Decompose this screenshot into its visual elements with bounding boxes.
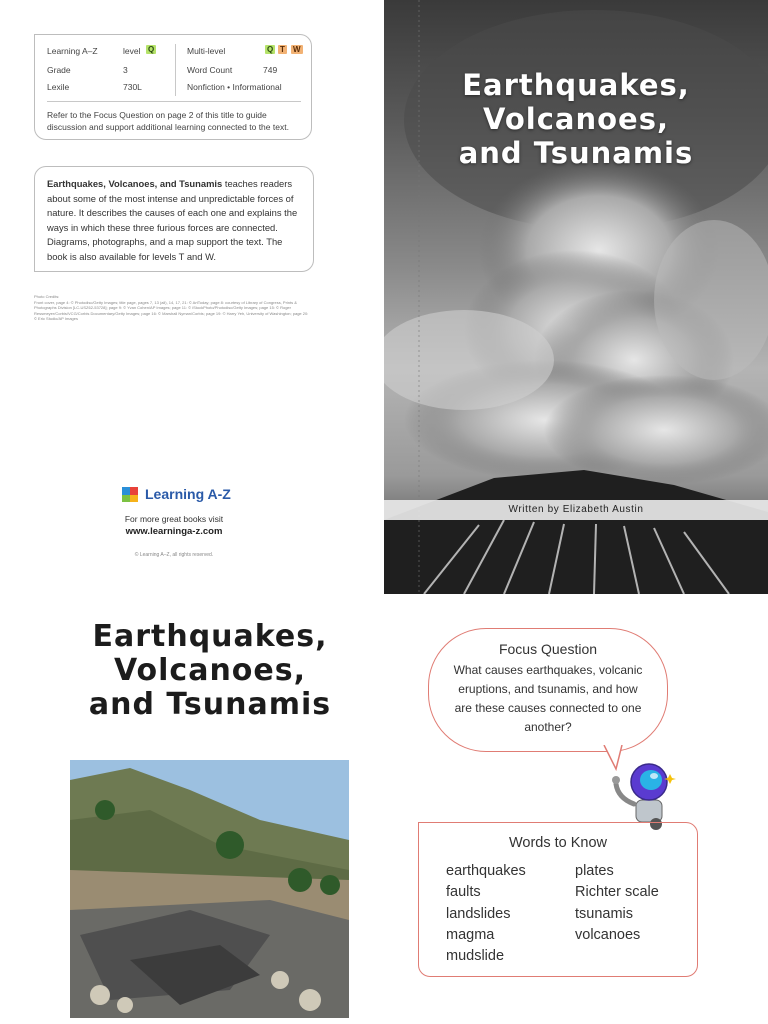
book-description — [34, 166, 314, 272]
focus-question-heading: Focus Question — [498, 641, 598, 657]
words-to-know-box — [418, 822, 698, 977]
info-label-lexile: Lexile — [47, 82, 70, 92]
focus-note: Refer to the Focus Question on page 2 of this title to guide discussion and support additional learning connected to the text. — [47, 110, 289, 132]
vocab-word: magma — [446, 926, 495, 943]
description-title: Earthquakes, Volcanoes, and Tsunamis — [47, 178, 223, 189]
info-genre: Nonfiction • Informational — [187, 82, 282, 92]
robot-mascot-icon — [604, 758, 680, 830]
learning-az-logo-icon — [122, 485, 140, 503]
description-text: teaches readers about some of the most intense and unpredictable forces of nature. It describes the causes of each one and explains the ways in which these three furious forces are connected. Diagrams, photographs, and a map support the text. The book is also available for levels T and W. — [47, 178, 298, 262]
cover-title-line: Volcanoes, — [483, 102, 669, 136]
vocab-word: volcanoes — [575, 926, 641, 943]
vocab-word: mudslide — [446, 948, 505, 965]
page-title-line: Earthquakes, — [92, 619, 328, 654]
info-label-grade: Grade — [47, 65, 71, 75]
cover-title-line: Earthquakes, — [462, 68, 690, 102]
earthquake-damage-photo — [70, 760, 349, 1018]
vocab-word: plates — [575, 863, 614, 879]
copyright-text: © Learning A–Z, all rights reserved. — [134, 552, 214, 558]
info-wordcount-value: 749 — [263, 65, 278, 75]
vocab-word: landslides — [446, 905, 511, 922]
website-link[interactable]: www.learninga-z.com — [125, 526, 223, 537]
book-cover — [384, 0, 768, 594]
author-byline: Written by Elizabeth Austin — [384, 500, 768, 520]
info-divider-vertical — [175, 44, 176, 96]
cover-title-line: and Tsunamis — [458, 136, 694, 170]
multilevel-badge-t: T — [280, 45, 285, 54]
info-grade-value: 3 — [123, 65, 128, 75]
multilevel-badge-w: W — [293, 45, 301, 54]
more-books-text: For more great books visit — [124, 514, 224, 524]
info-label-wordcount: Word Count — [187, 65, 233, 75]
info-level-label: level — [123, 46, 141, 56]
focus-question-text: What causes earthquakes, volcanic eruptions, and tsunamis, and how are these causes connected to one another? — [453, 663, 643, 734]
learning-az-logo-text: Learning A-Z — [145, 486, 231, 502]
info-label-laz: Learning A–Z — [47, 46, 98, 56]
photo-credits — [34, 294, 312, 322]
level-badge: Q — [148, 45, 155, 54]
book-info-panel — [34, 34, 312, 140]
cover-title — [384, 68, 768, 170]
page-title-line: and Tsunamis — [88, 687, 332, 722]
info-lexile-value: 730L — [123, 82, 142, 92]
vocab-word: earthquakes — [446, 863, 526, 879]
vocab-word: faults — [446, 884, 481, 901]
words-to-know-heading: Words to Know — [508, 835, 608, 851]
info-divider-horizontal — [47, 101, 301, 102]
page-title — [40, 620, 380, 722]
page-title-line: Volcanoes, — [113, 653, 307, 688]
photo-credits-heading: Photo Credits: — [34, 294, 60, 299]
words-column-left — [446, 861, 526, 967]
vocab-word: tsunamis — [575, 905, 634, 922]
vocab-word: Richter scale — [575, 884, 659, 901]
info-label-multilevel: Multi-level — [187, 46, 226, 56]
multilevel-badge-q: Q — [267, 45, 274, 54]
focus-question-bubble — [428, 628, 668, 752]
words-column-right — [575, 861, 659, 946]
photo-credits-text: Front cover, page 4: © Photodisc/Getty Images; title page, pages 7, 13 (all), 14, 17, 21: © ArtToday; page 8: courtesy of Library of Congress, Prints & Photographs Division [LC-USZ62-53728]; page 9: © Yvan Cohen/AP Images; page 11: © iStockPhoto/Photodisc/Getty Images; page 15: © Roger Ressmeyer/Corbis/VCG/Corbis Documentary/Getty Images; page 16: © Marshall Nyman/Corbis; page 19: © Harry Yeh, University of Washington; page 20: © Eric Studio/AP Images — [34, 299, 309, 322]
